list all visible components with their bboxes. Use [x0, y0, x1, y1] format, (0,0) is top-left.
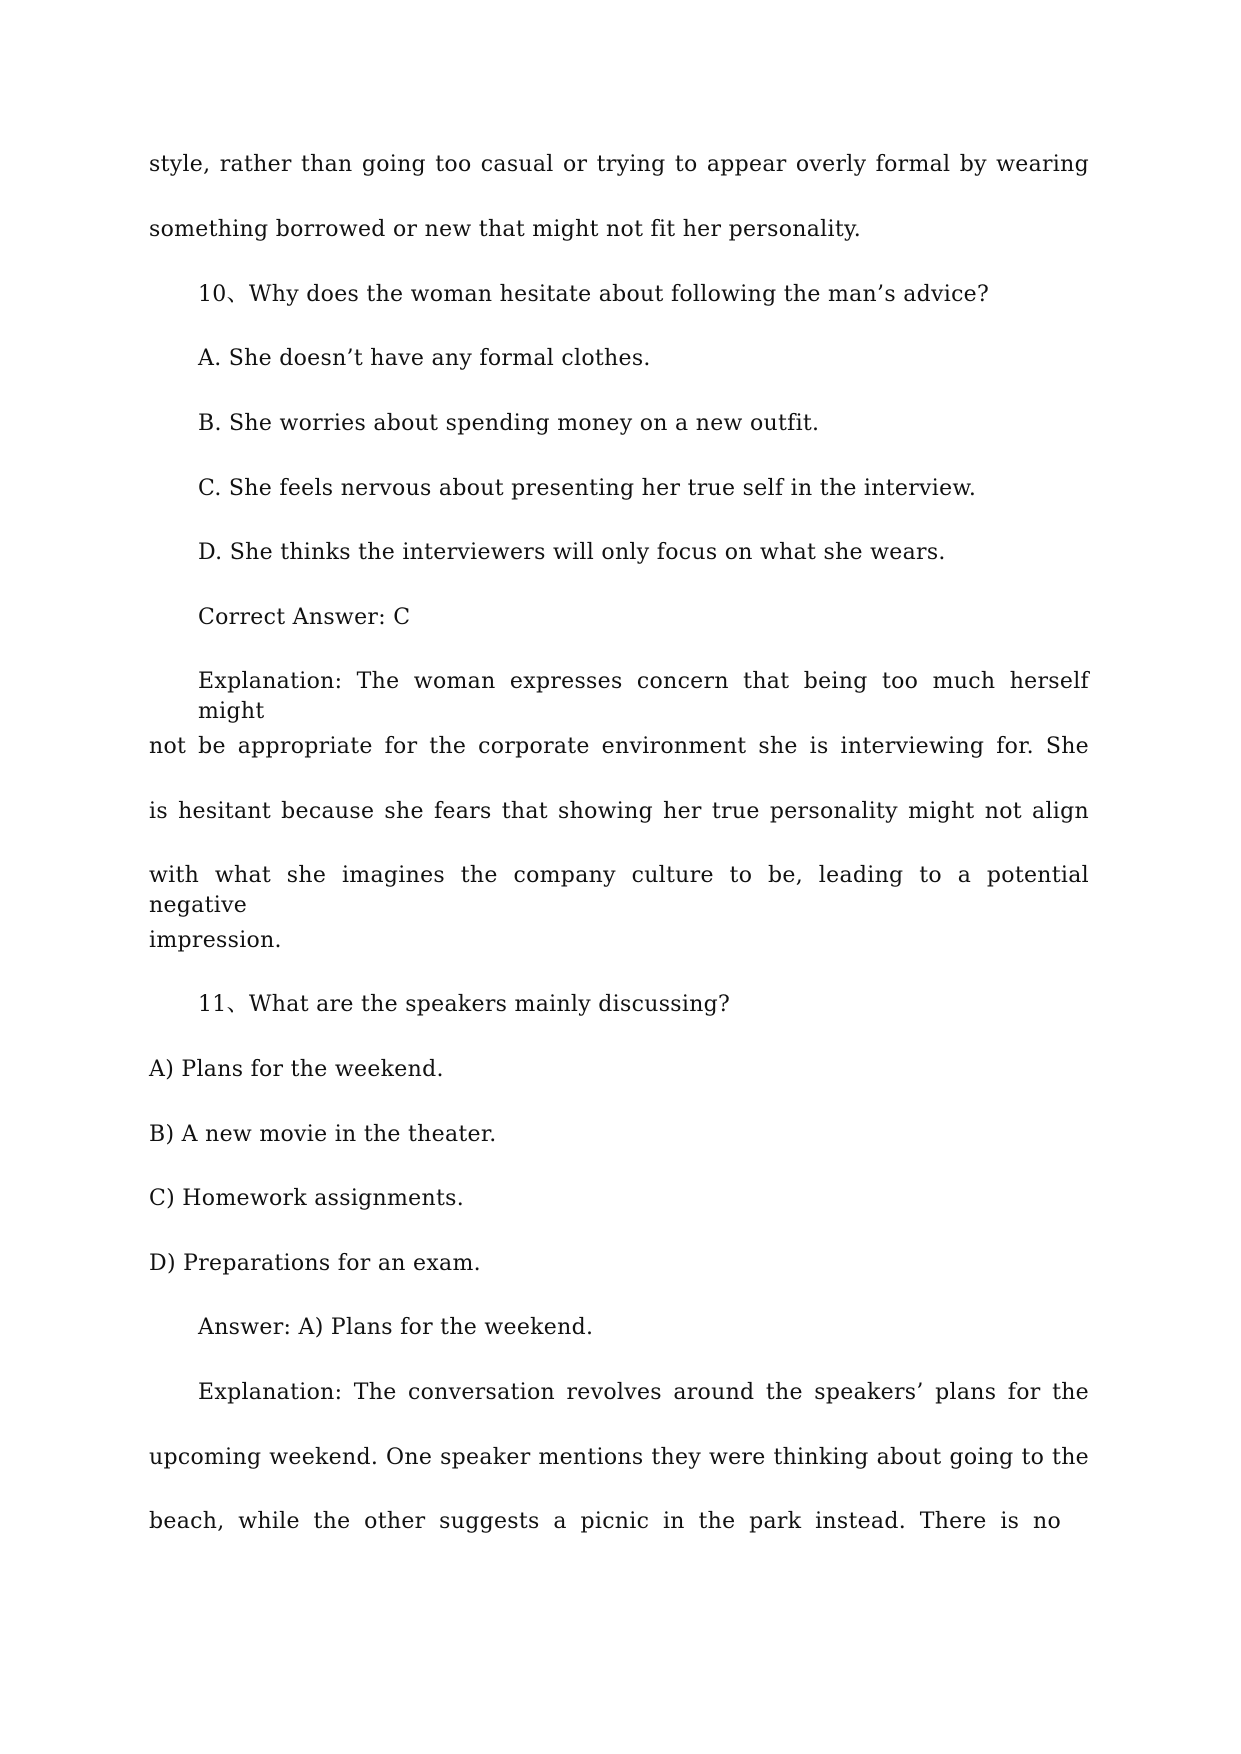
question-10-option-b: B. She worries about spending money on a new outfit.: [198, 411, 820, 436]
question-10-explanation-line: not be appropriate for the corporate environment she is interviewing for. She: [149, 734, 1089, 759]
question-11-answer: Answer: A) Plans for the weekend.: [198, 1315, 594, 1340]
question-10-option-a: A. She doesn’t have any formal clothes.: [198, 346, 651, 371]
question-11-explanation-line: Explanation: The conversation revolves around the speakers’ plans for the: [198, 1380, 1089, 1405]
question-11-option-d: D) Preparations for an exam.: [149, 1251, 481, 1276]
question-10-explanation-line: with what she imagines the company culture to be, leading to a potential negative: [149, 863, 1089, 918]
question-11-option-a: A) Plans for the weekend.: [149, 1057, 444, 1082]
question-11-option-c: C) Homework assignments.: [149, 1186, 464, 1211]
question-10-option-d: D. She thinks the interviewers will only focus on what she wears.: [198, 540, 946, 565]
question-11-text: 11、What are the speakers mainly discussing?: [198, 992, 731, 1017]
question-10-option-c: C. She feels nervous about presenting her true self in the interview.: [198, 476, 977, 501]
question-10-answer: Correct Answer: C: [198, 605, 411, 630]
paragraph-line: style, rather than going too casual or trying to appear overly formal by wearing: [149, 152, 1089, 177]
question-10-text: 10、Why does the woman hesitate about following the man’s advice?: [198, 282, 990, 307]
question-11-explanation-line: upcoming weekend. One speaker mentions they were thinking about going to the: [149, 1445, 1089, 1470]
question-11-option-b: B) A new movie in the theater.: [149, 1122, 497, 1147]
question-11-explanation-line: beach, while the other suggests a picnic in the park instead. There is no: [149, 1509, 1061, 1534]
paragraph-line: something borrowed or new that might not fit her personality.: [149, 217, 862, 242]
question-10-explanation-line: is hesitant because she fears that showing her true personality might not align: [149, 799, 1089, 824]
question-10-explanation-line: impression.: [149, 928, 282, 953]
question-10-explanation-line: Explanation: The woman expresses concern that being too much herself might: [198, 669, 1089, 724]
